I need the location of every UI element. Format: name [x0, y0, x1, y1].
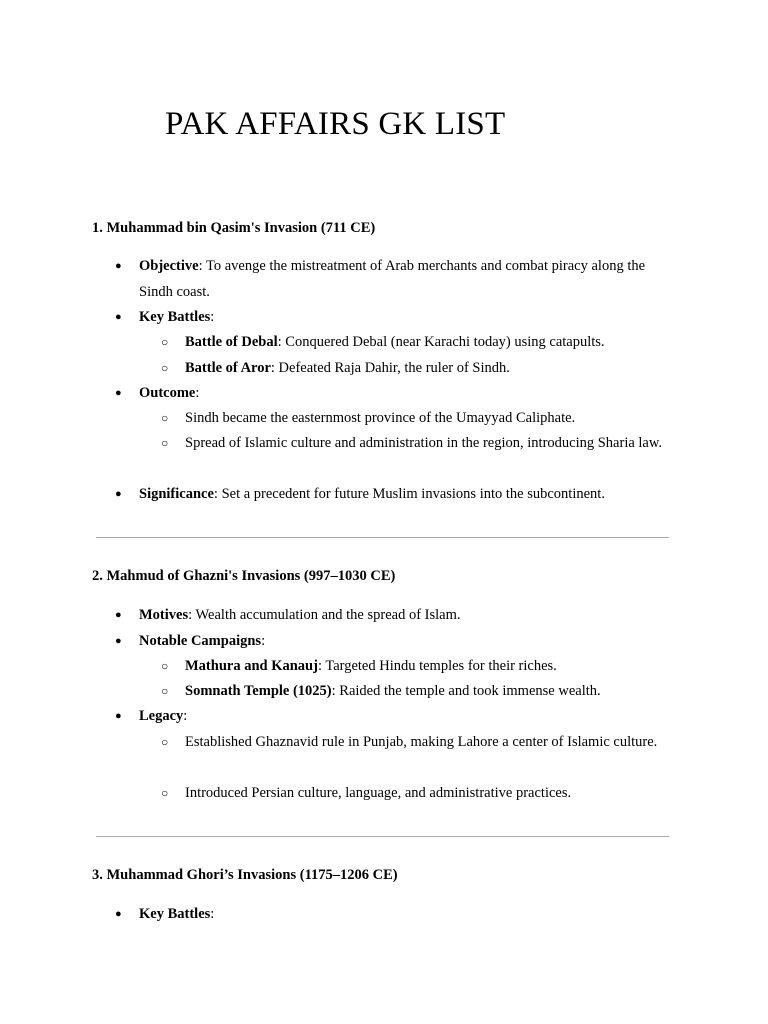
item-label: Notable Campaigns — [139, 633, 262, 649]
item-label: Somnath Temple (1025) — [185, 683, 332, 699]
item-label: Key Battles — [139, 309, 211, 325]
item-text: Established Ghaznavid rule in Punjab, making Lahore a center of Islamic culture. — [185, 734, 658, 750]
list-item — [139, 482, 679, 508]
item-text: : Wealth accumulation and the spread of Islam. — [188, 607, 461, 623]
section-heading-2: 2. Mahmud of Ghazni's Invasions (997–1030 CE) — [92, 568, 396, 584]
list-item — [139, 704, 679, 730]
list-item — [139, 381, 679, 407]
list-item — [139, 902, 679, 928]
bullet-icon: ● — [115, 488, 122, 500]
item-label: Battle of Debal — [185, 334, 278, 350]
section-heading-3: 3. Muhammad Ghori’s Invasions (1175–1206 CE) — [92, 867, 398, 883]
sub-list-item — [185, 781, 675, 807]
item-label: Significance — [139, 486, 214, 502]
bullet-icon: ● — [115, 609, 122, 621]
item-text: : Conquered Debal (near Karachi today) using catapults. — [277, 334, 605, 350]
sub-bullet-icon: ○ — [161, 436, 169, 450]
sub-bullet-icon: ○ — [161, 411, 169, 425]
item-text: : Targeted Hindu temples for their riches. — [317, 658, 557, 674]
bullet-icon: ● — [115, 908, 122, 920]
sub-bullet-icon: ○ — [161, 659, 169, 673]
item-label: Battle of Aror — [185, 360, 271, 376]
bullet-icon: ● — [115, 635, 122, 647]
sub-list-item — [185, 356, 675, 382]
list-item — [139, 305, 679, 331]
item-label: Legacy — [139, 708, 184, 724]
item-text: : — [195, 385, 200, 401]
sub-list-item — [185, 406, 675, 432]
item-text: : — [210, 309, 215, 325]
bullet-icon: ● — [115, 260, 122, 272]
item-text: Spread of Islamic culture and administration in the region, introducing Sharia law. — [185, 435, 663, 451]
item-text: : To avenge the mistreatment of Arab merchants and combat piracy along the Sindh coast. — [139, 258, 646, 300]
list-item — [139, 603, 679, 629]
item-text: : Set a precedent for future Muslim invasions into the subcontinent. — [213, 486, 605, 502]
list-item — [139, 254, 679, 305]
section-divider — [96, 836, 669, 837]
sub-bullet-icon: ○ — [161, 786, 169, 800]
item-text: Sindh became the easternmost province of the Umayyad Caliphate. — [185, 410, 576, 426]
section-divider — [96, 537, 669, 538]
sub-list-item — [185, 679, 675, 705]
sub-list-item — [185, 730, 675, 756]
item-text: : Raided the temple and took immense wealth. — [331, 683, 601, 699]
item-text: : — [210, 906, 215, 922]
item-text: : — [183, 708, 188, 724]
sub-list-item — [185, 431, 675, 457]
item-text: : — [261, 633, 266, 649]
section-heading-1: 1. Muhammad bin Qasim's Invasion (711 CE) — [92, 220, 376, 236]
item-label: Key Battles — [139, 906, 211, 922]
bullet-icon: ● — [115, 311, 122, 323]
item-label: Outcome — [139, 385, 196, 401]
item-text: Introduced Persian culture, language, and administrative practices. — [185, 785, 572, 801]
item-text: : Defeated Raja Dahir, the ruler of Sindh. — [270, 360, 510, 376]
sub-bullet-icon: ○ — [161, 735, 169, 749]
sub-bullet-icon: ○ — [161, 361, 169, 375]
item-label: Mathura and Kanauj — [185, 658, 318, 674]
sub-list-item — [185, 330, 675, 356]
item-label: Objective — [139, 258, 199, 274]
sub-bullet-icon: ○ — [161, 684, 169, 698]
list-item — [139, 629, 679, 655]
item-label: Motives — [139, 607, 189, 623]
sub-list-item — [185, 654, 675, 680]
bullet-icon: ● — [115, 387, 122, 399]
page-title: PAK AFFAIRS GK LIST — [165, 106, 506, 142]
bullet-icon: ● — [115, 710, 122, 722]
sub-bullet-icon: ○ — [161, 335, 169, 349]
